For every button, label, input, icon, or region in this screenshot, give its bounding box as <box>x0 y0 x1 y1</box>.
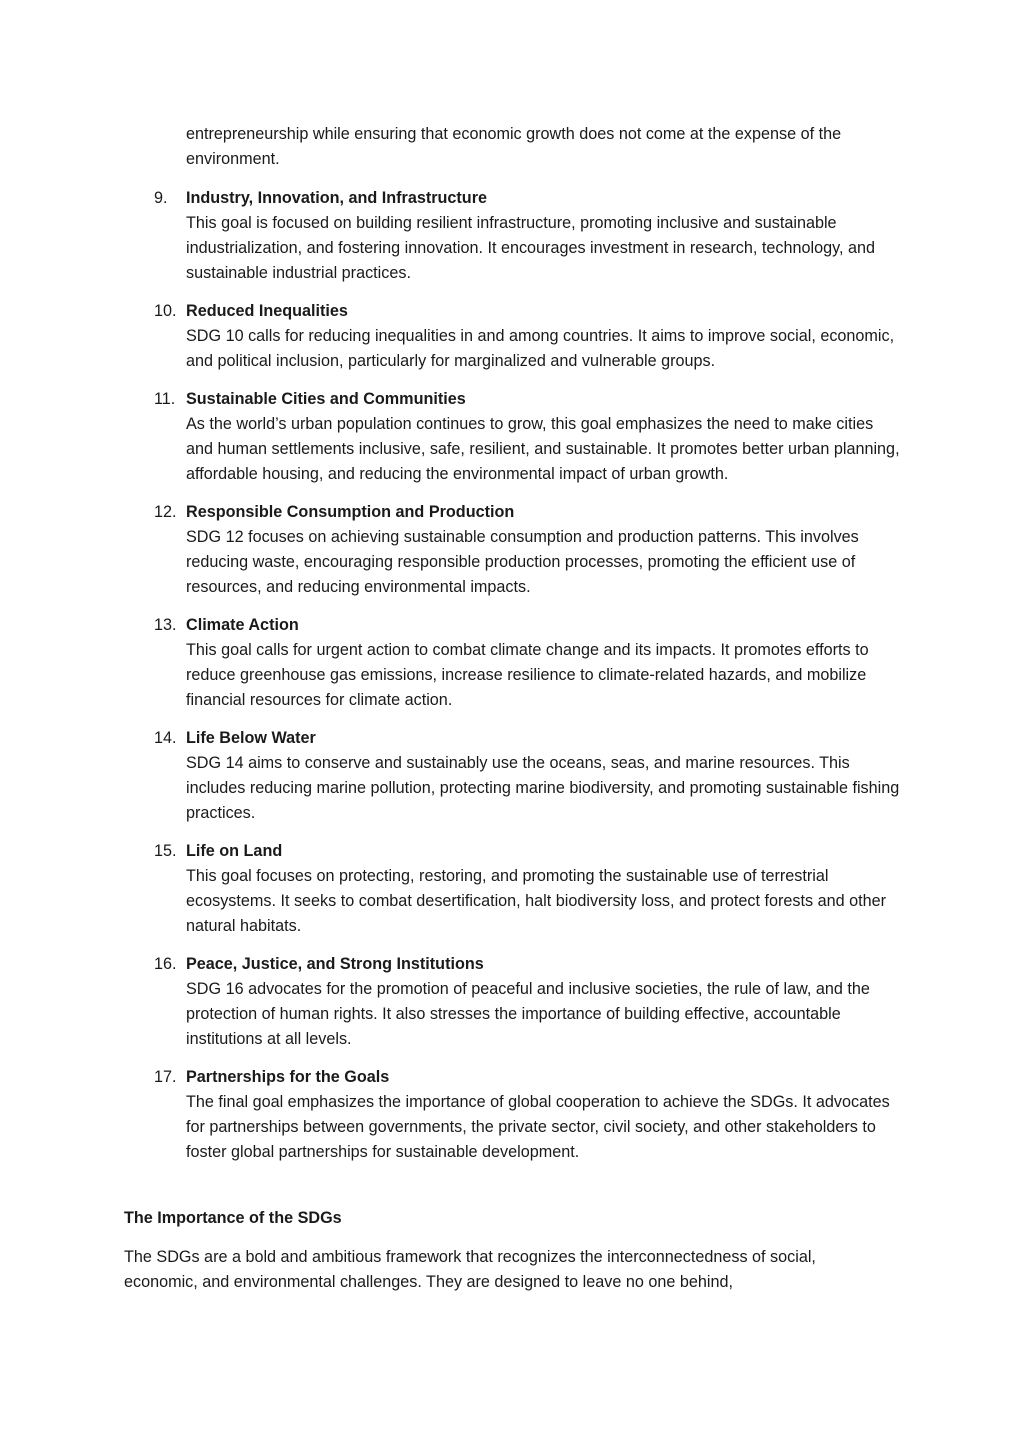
goal-item-16 <box>124 952 904 1052</box>
goal-description: SDG 10 calls for reducing inequalities in and among countries. It aims to improve social, economic, and political inclusion, particularly for marginalized and vulnerable groups. <box>186 327 895 370</box>
goal-number: 11. <box>154 390 176 408</box>
goal-title: Responsible Consumption and Production <box>186 503 515 521</box>
goal-description: This goal is focused on building resilient infrastructure, promoting inclusive and sustainable industrialization, and fostering innovation. It encourages investment in research, technology, and sustainable industrial practices. <box>186 214 875 282</box>
goal-title: Life on Land <box>186 842 283 860</box>
goal-description: This goal focuses on protecting, restoring, and promoting the sustainable use of terrestrial ecosystems. It seeks to combat desertification, halt biodiversity loss, and protect forests and other natural habitats. <box>186 867 886 935</box>
goal-number: 17. <box>154 1068 177 1086</box>
goal-title: Life Below Water <box>186 729 316 747</box>
section-heading: The Importance of the SDGs <box>124 1209 342 1227</box>
goal-title: Industry, Innovation, and Infrastructure <box>186 189 487 207</box>
goal-title: Climate Action <box>186 616 299 634</box>
sdg-goal-list <box>124 186 904 1178</box>
goal-number: 15. <box>154 842 177 860</box>
goal-item-13 <box>124 613 904 713</box>
goal-number: 13. <box>154 616 177 634</box>
goal-description: This goal calls for urgent action to combat climate change and its impacts. It promotes efforts to reduce greenhouse gas emissions, increase resilience to climate-related hazards, and mobilize financial resources for climate action. <box>186 641 869 709</box>
goal-number: 10. <box>154 302 177 320</box>
goal-description: The final goal emphasizes the importance of global cooperation to achieve the SDGs. It advocates for partnerships between governments, the private sector, civil society, and other stakeholders to foster global partnerships for sustainable development. <box>186 1093 890 1161</box>
goal-title: Reduced Inequalities <box>186 302 348 320</box>
goal-title: Partnerships for the Goals <box>186 1068 390 1086</box>
goal-item-10 <box>124 299 904 374</box>
goal-item-14 <box>124 726 904 826</box>
goal-description: As the world’s urban population continues to grow, this goal emphasizes the need to make cities and human settlements inclusive, safe, resilient, and sustainable. It promotes better urban planning, affordable housing, and reducing the environmental impact of urban growth. <box>186 415 900 483</box>
goal-item-9 <box>124 186 904 286</box>
goal-number: 12. <box>154 503 177 521</box>
goal-number: 16. <box>154 955 177 973</box>
goal-item-12 <box>124 500 904 600</box>
closing-paragraph: The SDGs are a bold and ambitious framework that recognizes the interconnectedness of social, economic, and environmental challenges. They are designed to leave no one behind, <box>124 1248 816 1291</box>
goal-number: 14. <box>154 729 177 747</box>
goal-description: SDG 16 advocates for the promotion of peaceful and inclusive societies, the rule of law, and the protection of human rights. It also stresses the importance of building effective, accountable institutions at all levels. <box>186 980 870 1048</box>
continuation-paragraph: entrepreneurship while ensuring that economic growth does not come at the expense of the environment. <box>186 125 842 168</box>
goal-description: SDG 12 focuses on achieving sustainable consumption and production patterns. This involves reducing waste, encouraging responsible production processes, promoting the efficient use of resources, and reducing environmental impacts. <box>186 528 859 596</box>
goal-title: Sustainable Cities and Communities <box>186 390 466 408</box>
goal-item-15 <box>124 839 904 939</box>
goal-item-17 <box>124 1065 904 1165</box>
goal-item-11 <box>124 387 904 487</box>
goal-number: 9. <box>154 189 168 207</box>
goal-description: SDG 14 aims to conserve and sustainably use the oceans, seas, and marine resources. This includes reducing marine pollution, protecting marine biodiversity, and promoting sustainable fishing practices. <box>186 754 900 822</box>
goal-title: Peace, Justice, and Strong Institutions <box>186 955 484 973</box>
